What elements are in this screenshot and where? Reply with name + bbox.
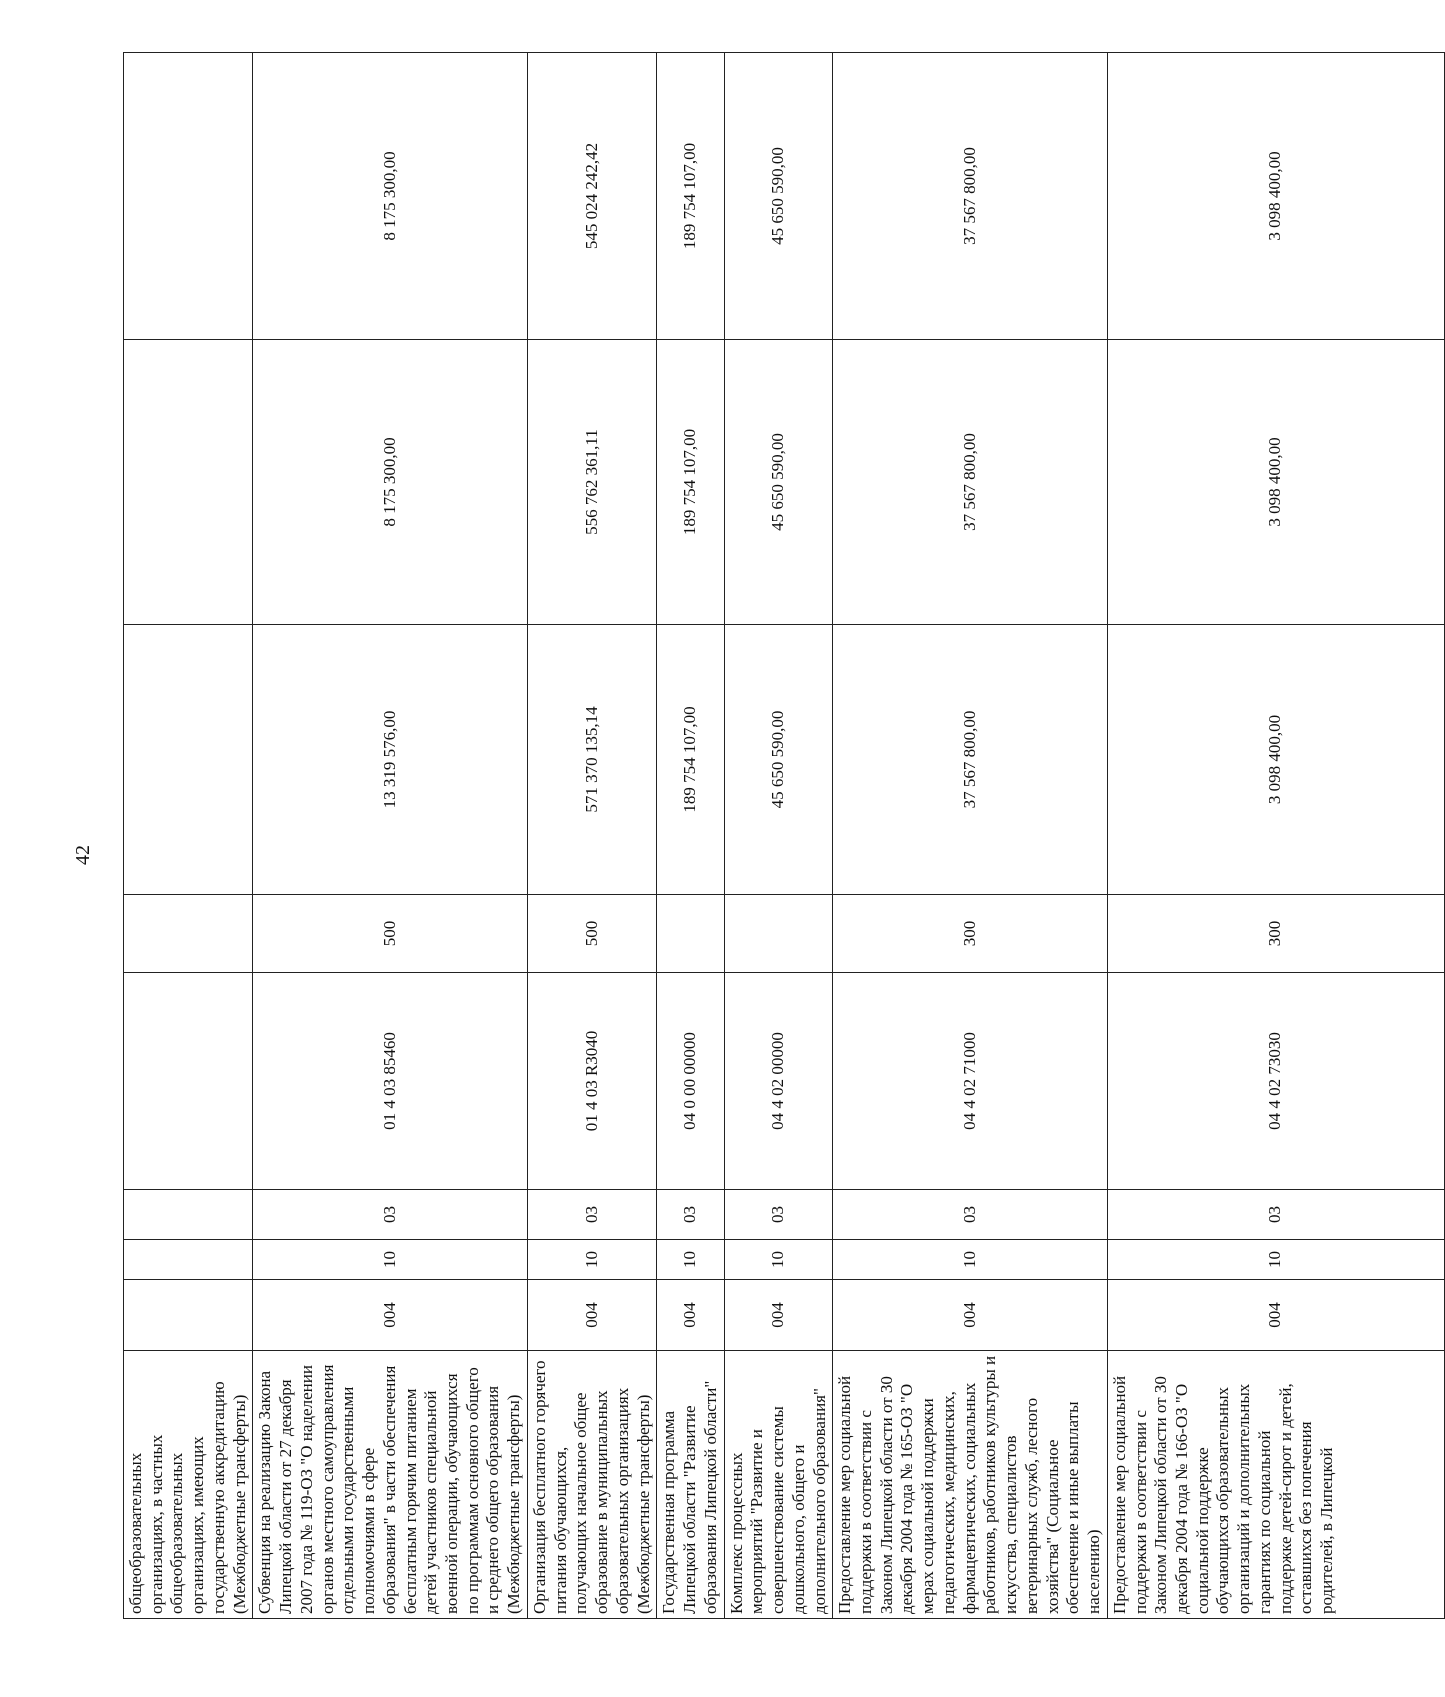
expense-type-cell: [724, 895, 833, 973]
amount-cell: 3 098 400,00: [1107, 53, 1444, 340]
row-name-cell: Предоставление мер социальной поддержки в соответствии с Законом Липецкой области от 30 декабря 2004 года № 166-ОЗ "О социальной поддержке обучающихся образовательных организаций и дополнительных гарантиях по социальной поддержке детей-сирот и детей, оставшихся без попечения родителей, в Липецкой: [1107, 1351, 1444, 1619]
budget-table: [123, 52, 1445, 1619]
grbs-code-cell: [124, 1280, 253, 1351]
amount-cell: 45 650 590,00: [724, 625, 833, 895]
amount-cell: 8 175 300,00: [253, 53, 528, 340]
section-code-cell: 10: [724, 1240, 833, 1280]
grbs-code-cell: 004: [253, 1280, 528, 1351]
target-article-cell: 01 4 03 R3040: [527, 973, 656, 1190]
section-code-cell: [124, 1240, 253, 1280]
table-row: [527, 53, 656, 1619]
section-code-cell: 10: [657, 1240, 724, 1280]
amount-cell: 571 370 135,14: [527, 625, 656, 895]
table-row: [253, 53, 528, 1619]
row-name-cell: Организация бесплатного горячего питания обучающихся, получающих начальное общее образование в муниципальных образовательных организациях (Межбюджетные трансферты): [527, 1351, 656, 1619]
grbs-code-cell: 004: [1107, 1280, 1444, 1351]
amount-cell: 37 567 800,00: [833, 340, 1108, 625]
table-row: [657, 53, 724, 1619]
section-code-cell: 10: [833, 1240, 1108, 1280]
subsection-code-cell: 03: [253, 1190, 528, 1240]
amount-cell: 45 650 590,00: [724, 340, 833, 625]
expense-type-cell: 500: [253, 895, 528, 973]
grbs-code-cell: 004: [724, 1280, 833, 1351]
target-article-cell: 04 4 02 71000: [833, 973, 1108, 1190]
amount-cell: 45 650 590,00: [724, 53, 833, 340]
table-row: [833, 53, 1108, 1619]
row-name-cell: Субвенция на реализацию Закона Липецкой области от 27 декабря 2007 года № 119-ОЗ "О наделении органов местного самоуправления отдельными государственными полномочиями в сфере образования" в части обеспечения бесплатным горячим питанием детей участников специальной военной операции, обучающихся по программам основного общего и среднего общего образования (Межбюджетные трансферты): [253, 1351, 528, 1619]
amount-cell: 3 098 400,00: [1107, 625, 1444, 895]
subsection-code-cell: 03: [724, 1190, 833, 1240]
table-row: [724, 53, 833, 1619]
page-number: 42: [72, 845, 94, 865]
expense-type-cell: [657, 895, 724, 973]
row-name-cell: общеобразовательных организациях, в частных общеобразовательных организациях, имеющих государственную аккредитацию (Межбюджетные трансферты): [124, 1351, 253, 1619]
grbs-code-cell: 004: [527, 1280, 656, 1351]
amount-cell: 3 098 400,00: [1107, 340, 1444, 625]
table-body: [124, 53, 1445, 1619]
amount-cell: 189 754 107,00: [657, 625, 724, 895]
target-article-cell: [124, 973, 253, 1190]
target-article-cell: 01 4 03 85460: [253, 973, 528, 1190]
subsection-code-cell: 03: [833, 1190, 1108, 1240]
row-name-cell: Комплекс процессных мероприятий "Развитие и совершенствование системы дошкольного, общего и дополнительного образования": [724, 1351, 833, 1619]
subsection-code-cell: 03: [1107, 1190, 1444, 1240]
expense-type-cell: 300: [833, 895, 1108, 973]
amount-cell: 189 754 107,00: [657, 53, 724, 340]
subsection-code-cell: 03: [527, 1190, 656, 1240]
budget-table-rotated: [123, 53, 1337, 1619]
amount-cell: [124, 340, 253, 625]
expense-type-cell: 500: [527, 895, 656, 973]
section-code-cell: 10: [1107, 1240, 1444, 1280]
section-code-cell: 10: [253, 1240, 528, 1280]
target-article-cell: 04 4 02 00000: [724, 973, 833, 1190]
target-article-cell: 04 0 00 00000: [657, 973, 724, 1190]
expense-type-cell: 300: [1107, 895, 1444, 973]
table-row: [124, 53, 253, 1619]
subsection-code-cell: [124, 1190, 253, 1240]
amount-cell: 556 762 361,11: [527, 340, 656, 625]
amount-cell: 545 024 242,42: [527, 53, 656, 340]
row-name-cell: Государственная программа Липецкой области "Развитие образования Липецкой области": [657, 1351, 724, 1619]
amount-cell: [124, 53, 253, 340]
amount-cell: 189 754 107,00: [657, 340, 724, 625]
section-code-cell: 10: [527, 1240, 656, 1280]
amount-cell: 37 567 800,00: [833, 625, 1108, 895]
expense-type-cell: [124, 895, 253, 973]
amount-cell: 8 175 300,00: [253, 340, 528, 625]
amount-cell: [124, 625, 253, 895]
target-article-cell: 04 4 02 73030: [1107, 973, 1444, 1190]
table-row: [1107, 53, 1444, 1619]
grbs-code-cell: 004: [657, 1280, 724, 1351]
subsection-code-cell: 03: [657, 1190, 724, 1240]
amount-cell: 37 567 800,00: [833, 53, 1108, 340]
amount-cell: 13 319 576,00: [253, 625, 528, 895]
row-name-cell: Предоставление мер социальной поддержки в соответствии с Законом Липецкой области от 30 декабря 2004 года № 165-ОЗ "О мерах социальной поддержки педагогических, медицинских, фармацевтических, социальных работников, работников культуры и искусства, специалистов ветеринарных служб, лесного хозяйства" (Социальное обеспечение и иные выплаты населению): [833, 1351, 1108, 1619]
grbs-code-cell: 004: [833, 1280, 1108, 1351]
